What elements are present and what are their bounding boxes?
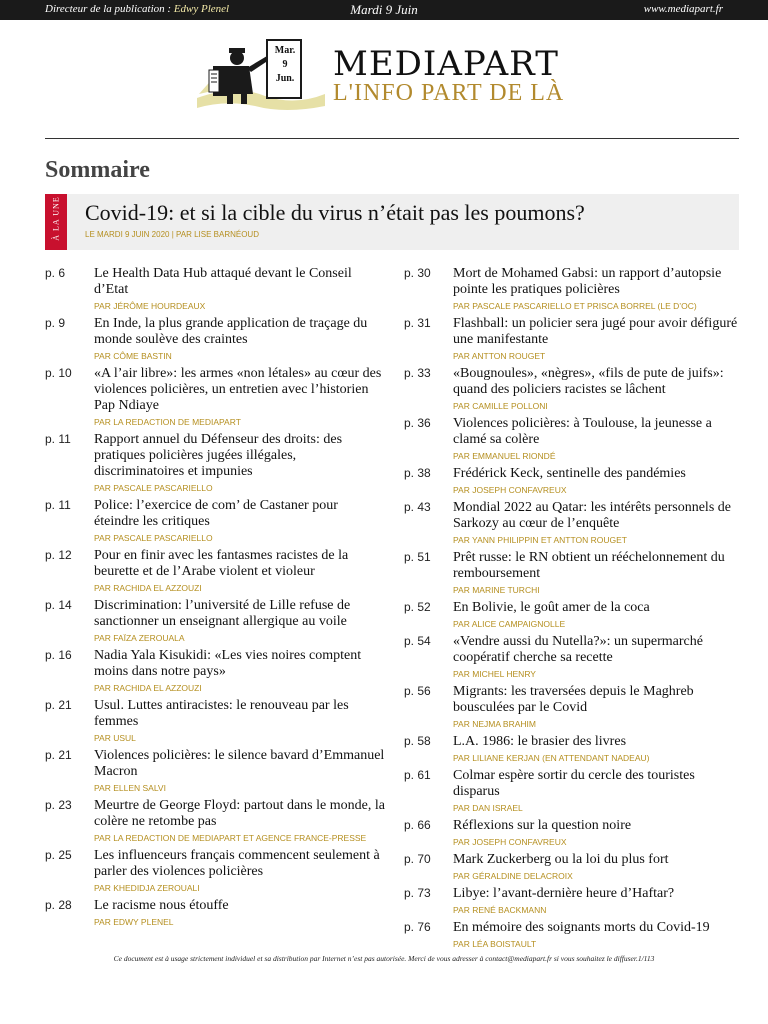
footer-disclaimer: Ce document est à usage strictement individuel et sa distribution par Internet n’est pas autorisée. Merci de vous adresser à contact@mediapart.fr si vous souhaitez le diffuser.1/113: [113, 954, 655, 963]
toc-article-title[interactable]: «Vendre aussi du Nutella?»: un supermarché coopératif cherche sa recette: [453, 634, 703, 665]
toc-entry[interactable]: [45, 316, 385, 364]
toc-page-number: p. 73: [404, 886, 431, 900]
toc-entry[interactable]: [404, 500, 744, 548]
toc-article-title[interactable]: Flashball: un policier sera jugé pour avoir défiguré une manifestante: [453, 316, 738, 347]
toc-article-title[interactable]: L.A. 1986: le brasier des livres: [453, 734, 627, 749]
toc-entry[interactable]: [404, 920, 744, 952]
toc-article-author: PAR LILIANE KERJAN (EN ATTENDANT NADEAU): [453, 753, 650, 763]
toc-article-author: PAR RACHIDA EL AZZOUZI: [94, 583, 202, 593]
toc-entry[interactable]: [45, 498, 385, 546]
toc-page-number: p. 30: [404, 266, 431, 280]
director-label: Directeur de la publication :: [45, 3, 174, 15]
toc-article-author: PAR LÉA BOISTAULT: [453, 939, 537, 949]
toc-article-author: PAR CAMILLE POLLONI: [453, 401, 548, 411]
toc-page-number: p. 10: [45, 366, 72, 380]
toc-article-author: PAR USUL: [94, 733, 136, 743]
toc-article-title[interactable]: Migrants: les traversées depuis le Maghreb bousculées par le Covid: [453, 684, 694, 715]
toc-entry[interactable]: [404, 366, 744, 414]
date-badge: [267, 44, 303, 86]
headline-meta: LE MARDI 9 JUIN 2020 | PAR LISE BARNÉOUD: [85, 230, 259, 239]
toc-article-author: PAR EDWY PLENEL: [94, 917, 174, 927]
director-name: Edwy Plenel: [173, 3, 230, 15]
toc-article-title[interactable]: Mondial 2022 au Qatar: les intérêts personnels de Sarkozy au cœur de l’enquête: [453, 500, 731, 531]
toc-page-number: p. 28: [45, 898, 72, 912]
toc-article-author: PAR ALICE CAMPAIGNOLLE: [453, 619, 566, 629]
toc-page-number: p. 33: [404, 366, 431, 380]
toc-article-title[interactable]: Pour en finir avec les fantasmes racistes de la beurette et de l’Arabe violent et violeur: [94, 548, 349, 579]
toc-article-title[interactable]: Frédérick Keck, sentinelle des pandémies: [453, 466, 686, 481]
toc-page-number: p. 23: [45, 798, 72, 812]
toc-article-author: PAR DAN ISRAEL: [453, 803, 523, 813]
toc-page-number: p. 11: [45, 498, 71, 512]
toc-article-title[interactable]: Discrimination: l’université de Lille refuse de sanctionner un enseignant allergique au voile: [94, 598, 351, 629]
masthead: [195, 36, 595, 116]
toc-page-number: p. 61: [404, 768, 431, 782]
issue-date: Mardi 9 Juin: [350, 2, 418, 17]
toc-article-title[interactable]: Nadia Yala Kisukidi: «Les vies noires comptent moins dans notre pays»: [94, 648, 362, 679]
toc-entry[interactable]: [404, 416, 744, 464]
toc-entry[interactable]: [404, 466, 744, 498]
toc-entry[interactable]: [45, 898, 385, 930]
toc-article-author: PAR FAÏZA ZEROUALA: [94, 633, 185, 643]
toc-article-author: PAR MICHEL HENRY: [453, 669, 536, 679]
toc-right-column: [404, 266, 744, 954]
section-title: Sommaire: [45, 157, 150, 183]
toc-page-number: p. 70: [404, 852, 431, 866]
toc-entry[interactable]: [45, 798, 385, 846]
toc-article-title[interactable]: «A l’air libre»: les armes «non létales» au cœur des violences policières, un entretien avec l’historien Pap Ndiaye: [94, 366, 382, 413]
toc-page-number: p. 6: [45, 266, 66, 280]
toc-entry[interactable]: [45, 748, 385, 796]
toc-article-title[interactable]: Violences policières: le silence bavard d’Emmanuel Macron: [94, 748, 385, 779]
toc-page-number: p. 66: [404, 818, 431, 832]
toc-article-author: PAR JOSEPH CONFAVREUX: [453, 485, 567, 495]
toc-article-author: PAR CÔME BASTIN: [94, 351, 172, 361]
toc-page-number: p. 16: [45, 648, 72, 662]
toc-entry[interactable]: [404, 600, 744, 632]
toc-article-title[interactable]: En Bolivie, le goût amer de la coca: [453, 600, 650, 615]
toc-page-number: p. 58: [404, 734, 431, 748]
toc-entry[interactable]: [45, 698, 385, 746]
toc-entry[interactable]: [45, 266, 385, 314]
toc-left-column: [45, 266, 385, 932]
toc-article-title[interactable]: En Inde, la plus grande application de traçage du monde soulève des craintes: [94, 316, 368, 347]
toc-article-title[interactable]: Mort de Mohamed Gabsi: un rapport d’autopsie pointe les pratiques policières: [453, 266, 722, 297]
une-tab: [45, 194, 67, 250]
toc-entry[interactable]: [404, 818, 744, 850]
brand-name: MEDIAPART: [333, 44, 559, 84]
header-divider: [45, 138, 739, 139]
toc-article-title[interactable]: Usul. Luttes antiracistes: le renouveau par les femmes: [94, 698, 349, 729]
badge-number: 9: [282, 59, 288, 70]
toc-article-title[interactable]: Prêt russe: le RN obtient un rééchelonnement du remboursement: [453, 550, 725, 581]
toc-article-author: PAR NEJMA BRAHIM: [453, 719, 536, 729]
toc-page-number: p. 11: [45, 432, 71, 446]
toc-page-number: p. 76: [404, 920, 431, 934]
toc-entry[interactable]: [404, 316, 744, 364]
headline-box[interactable]: [45, 194, 739, 250]
toc-page-number: p. 43: [404, 500, 431, 514]
toc-page-number: p. 52: [404, 600, 431, 614]
toc-entry[interactable]: [404, 734, 744, 766]
toc-entry[interactable]: [404, 684, 744, 732]
toc-article-author: PAR GÉRALDINE DELACROIX: [453, 871, 573, 881]
toc-article-title[interactable]: Les influenceurs français commencent seulement à parler des violences policières: [94, 848, 380, 879]
toc-page-number: p. 56: [404, 684, 431, 698]
toc-entry[interactable]: [404, 550, 744, 598]
toc-page-number: p. 31: [404, 316, 431, 330]
toc-entry[interactable]: [45, 548, 385, 596]
une-tab-label: À LA UNE: [51, 196, 61, 241]
toc-page-number: p. 14: [45, 598, 72, 612]
toc-entry[interactable]: [45, 848, 385, 896]
toc-article-author: PAR RENÉ BACKMANN: [453, 905, 547, 915]
toc-article-author: PAR RACHIDA EL AZZOUZI: [94, 683, 202, 693]
toc-page-number: p. 12: [45, 548, 72, 562]
site-url: www.mediapart.fr: [643, 3, 723, 15]
toc-article-author: PAR LA REDACTION DE MEDIAPART ET AGENCE FRANCE-PRESSE: [94, 833, 367, 843]
toc-entry[interactable]: [404, 852, 744, 884]
toc-page-number: p. 21: [45, 698, 72, 712]
toc-entry[interactable]: [45, 648, 385, 696]
toc-article-title[interactable]: Le racisme nous étouffe: [94, 898, 229, 913]
toc-entry[interactable]: [45, 432, 385, 496]
toc-article-title[interactable]: Mark Zuckerberg ou la loi du plus fort: [453, 852, 669, 867]
toc-article-author: PAR LA REDACTION DE MEDIAPART: [94, 417, 241, 427]
toc-entry[interactable]: [404, 266, 744, 314]
toc-entry[interactable]: [45, 598, 385, 646]
toc-article-title[interactable]: Meurtre de George Floyd: partout dans le monde, la colère ne retombe pas: [94, 798, 385, 829]
toc-article-title[interactable]: Réflexions sur la question noire: [453, 818, 632, 833]
badge-month: Jun.: [275, 73, 295, 84]
toc-article-author: PAR JOSEPH CONFAVREUX: [453, 837, 567, 847]
toc-article-author: PAR ELLEN SALVI: [94, 783, 166, 793]
toc-entry[interactable]: [404, 768, 744, 816]
toc-entry[interactable]: [404, 634, 744, 682]
toc-article-title[interactable]: Violences policières: à Toulouse, la jeunesse a clamé sa colère: [453, 416, 712, 447]
toc-page-number: p. 36: [404, 416, 431, 430]
toc-entry[interactable]: [404, 886, 744, 918]
toc-page-number: p. 21: [45, 748, 72, 762]
toc-article-title[interactable]: Colmar espère sortir du cercle des touristes disparus: [453, 768, 695, 799]
top-bar: [0, 0, 768, 20]
toc-article-author: PAR PASCALE PASCARIELLO: [94, 483, 213, 493]
toc-article-title[interactable]: Rapport annuel du Défenseur des droits: des pratiques policières jugées illégales, discriminatoires et impunies: [94, 432, 343, 479]
toc-article-author: PAR ANTTON ROUGET: [453, 351, 546, 361]
toc-page-number: p. 54: [404, 634, 431, 648]
toc-entry[interactable]: [45, 366, 385, 430]
toc-page-number: p. 25: [45, 848, 72, 862]
toc-article-title[interactable]: En mémoire des soignants morts du Covid-19: [453, 920, 710, 935]
toc-article-title[interactable]: Police: l’exercice de com’ de Castaner pour éteindre les critiques: [94, 498, 338, 529]
headline-title[interactable]: Covid-19: et si la cible du virus n’était pas les poumons?: [85, 200, 585, 225]
toc-article-author: PAR YANN PHILIPPIN ET ANTTON ROUGET: [453, 535, 627, 545]
toc-page-number: p. 9: [45, 316, 66, 330]
toc-article-author: PAR MARINE TURCHI: [453, 585, 540, 595]
toc-article-author: PAR KHEDIDJA ZEROUALI: [94, 883, 200, 893]
newsboy-logo-icon: [195, 36, 335, 112]
toc-page-number: p. 51: [404, 550, 431, 564]
badge-day: Mar.: [274, 45, 296, 56]
toc-article-author: PAR PASCALE PASCARIELLO: [94, 533, 213, 543]
toc-page-number: p. 38: [404, 466, 431, 480]
brand-tagline: L'INFO PART DE LÀ: [333, 80, 565, 106]
toc-article-title[interactable]: Libye: l’avant-dernière heure d’Haftar?: [453, 886, 675, 901]
toc-article-author: PAR EMMANUEL RIONDÉ: [453, 451, 556, 461]
toc-article-title[interactable]: «Bougnoules», «nègres», «fils de pute de juifs»: quand des policiers racistes se lâchent: [453, 366, 724, 397]
toc-article-author: PAR PASCALE PASCARIELLO ET PRISCA BORREL (LE D’OC): [453, 301, 697, 311]
toc-article-author: PAR JÉRÔME HOURDEAUX: [94, 301, 206, 311]
toc-article-title[interactable]: Le Health Data Hub attaqué devant le Conseil d’Etat: [94, 266, 352, 297]
